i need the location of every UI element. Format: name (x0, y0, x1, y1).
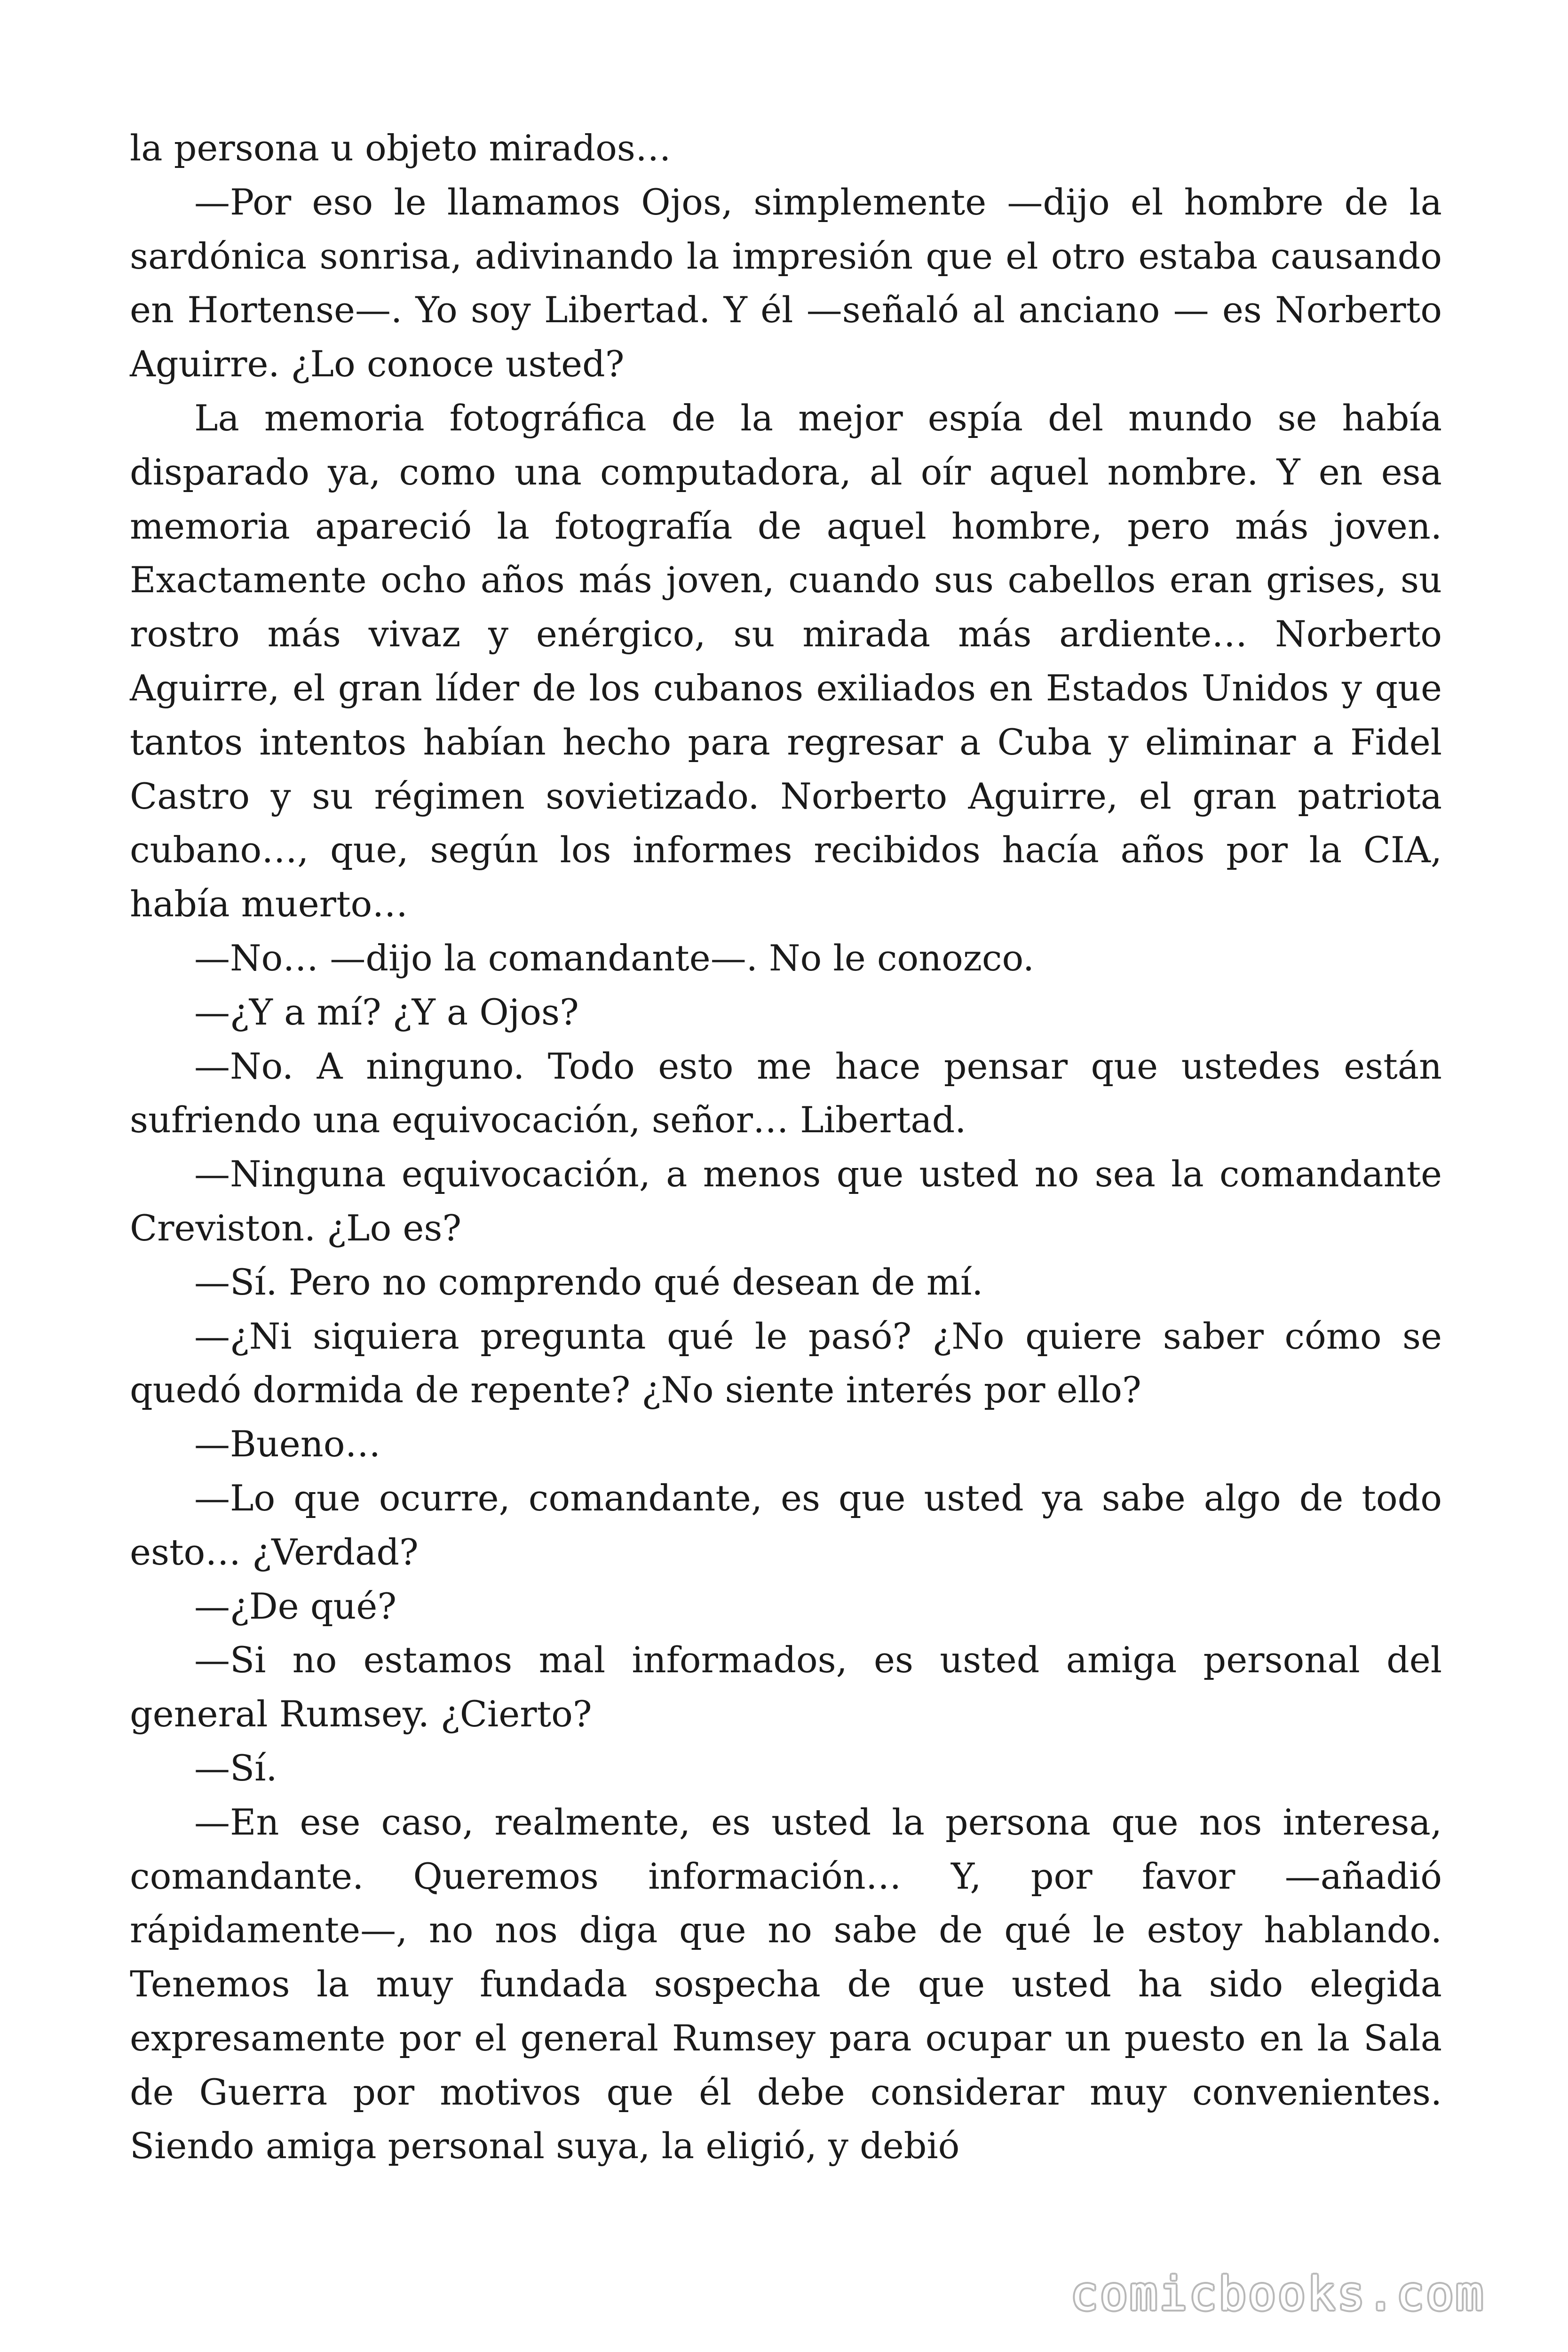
watermark: comicbooks.com (1070, 2267, 1485, 2321)
paragraph: —Sí. Pero no comprendo qué desean de mí. (194, 1261, 983, 1303)
paragraph: —Ninguna equivocación, a menos que usted no sea la comandante Creviston. ¿Lo es? (130, 1153, 1442, 1249)
paragraph: —No… —dijo la comandante—. No le conozco. (194, 937, 1035, 979)
paragraph: la persona u objeto mirados… (130, 127, 671, 169)
body-text (130, 121, 1442, 2173)
paragraph: —Si no estamos mal informados, es usted amiga personal del general Rumsey. ¿Cierto? (130, 1639, 1442, 1735)
paragraph: —¿Ni siquiera pregunta qué le pasó? ¿No quiere saber cómo se quedó dormida de repente? ¿No siente interés por ello? (130, 1315, 1442, 1411)
paragraph: —Por eso le llamamos Ojos, simplemente —dijo el hombre de la sardónica sonrisa, adivinando la impresión que el otro estaba causando en Hortense—. Yo soy Libertad. Y él —señaló al anciano — es Norberto Aguirre. ¿Lo conoce usted? (130, 181, 1442, 385)
paragraph: La memoria fotográfica de la mejor espía del mundo se había disparado ya, como una computadora, al oír aquel nombre. Y en esa memoria apareció la fotografía de aquel hombre, pero más joven. Exactamente ocho años más joven, cuando sus cabellos eran grises, su rostro más vivaz y enérgico, su mirada más ardiente… Norberto Aguirre, el gran líder de los cubanos exiliados en Estados Unidos y que tantos intentos habían hecho para regresar a Cuba y eliminar a Fidel Castro y su régimen sovietizado. Norberto Aguirre, el gran patriota cubano…, que, según los informes recibidos hacía años por la CIA, había muerto… (130, 397, 1442, 925)
paragraph: —Bueno… (194, 1423, 381, 1465)
paragraph: —Sí. (194, 1747, 277, 1789)
paragraph: —¿Y a mí? ¿Y a Ojos? (194, 991, 579, 1033)
paragraph: —¿De qué? (194, 1585, 397, 1627)
paragraph: —No. A ninguno. Todo esto me hace pensar que ustedes están sufriendo una equivocación, señor… Libertad. (130, 1045, 1442, 1141)
paragraph: —En ese caso, realmente, es usted la persona que nos interesa, comandante. Queremos información… Y, por favor —añadió rápidamente—, no nos diga que no sabe de qué le estoy hablando. Tenemos la muy fundada sospecha de que usted ha sido elegida expresamente por el general Rumsey para ocupar un puesto en la Sala de Guerra por motivos que él debe considerar muy convenientes. Siendo amiga personal suya, la eligió, y debió (130, 1801, 1442, 2167)
paragraph: —Lo que ocurre, comandante, es que usted ya sabe algo de todo esto… ¿Verdad? (130, 1477, 1442, 1573)
